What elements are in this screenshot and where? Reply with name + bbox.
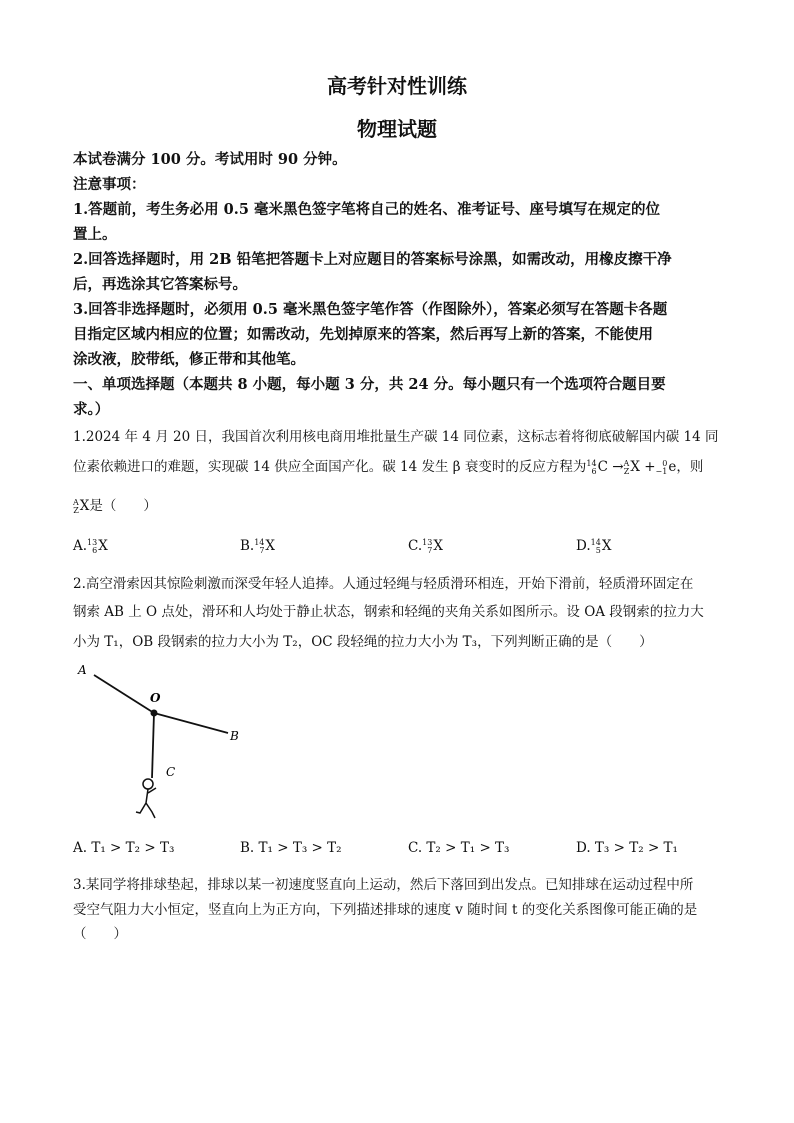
q2-line2: 钢索 AB 上 O 点处，滑环和人均处于静止状态，钢索和轻绳的夹角关系如图所示。设 OA 段钢索的拉力大 (73, 604, 704, 620)
label-o: O (150, 691, 161, 705)
score-line: 本试卷满分 100 分。考试用时 90 分钟。 (73, 151, 347, 168)
q1-line2-tail: ，则 (676, 459, 704, 475)
q3-line3: （ ） (73, 926, 127, 942)
rope-oc (152, 713, 154, 778)
q1-line1: 1.2024 年 4 月 20 日，我国首次利用核电商用堆批量生产碳 14 同位素，这标志着将彻底破解国内碳 14 同 (73, 429, 719, 445)
notice-item-3c: 涂改液，胶带纸，修正带和其他笔。 (73, 351, 305, 368)
q1-option-a[interactable]: A. 13 6 X (73, 537, 108, 555)
section-heading-b: 求。） (73, 401, 110, 418)
person-body (136, 788, 156, 818)
section-heading-a: 一、单项选择题（本题共 8 小题，每小题 3 分，共 24 分。每小题只有一个选项符合题目要 (73, 376, 666, 393)
label-b: B (230, 729, 239, 743)
q1-equation: 14 6 C → A Z X + 0 −1 e (586, 458, 677, 476)
label-c: C (166, 765, 176, 779)
q2-line1: 2.高空滑索因其惊险刺激而深受年轻人追捧。人通过轻绳与轻质滑环相连，开始下滑前，轻质滑环固定在 (73, 576, 694, 592)
notice-item-3b: 目指定区域内相应的位置；如需改动，先划掉原来的答案，然后再写上新的答案，不能使用 (73, 326, 653, 343)
q2-option-c[interactable]: C. T₂ > T₁ > T₃ (408, 840, 510, 856)
cable-ob (154, 713, 228, 733)
notice-item-1a: 1.答题前，考生务必用 0.5 毫米黑色签字笔将自己的姓名、准考证号、座号填写在规定的位 (73, 201, 660, 218)
q2-option-d[interactable]: D. T₃ > T₂ > T₁ (576, 840, 678, 856)
q3-line1: 3.某同学将排球垫起，排球以某一初速度竖直向上运动，然后下落回到出发点。已知排球在运动过程中所 (73, 877, 694, 893)
q1-option-d[interactable]: D. 14 5 X (576, 537, 612, 555)
q1-line3-text: 是（ ） (89, 498, 157, 514)
q1-line3 (73, 494, 723, 515)
notice-title: 注意事项： (73, 176, 146, 193)
notice-item-1b: 置上。 (73, 226, 117, 243)
q1-line2-text: 位素依赖进口的难题，实现碳 14 供应全面国产化。碳 14 发生 β 衰变时的反应方程为 (73, 459, 587, 475)
person-head (143, 779, 153, 789)
q1-line2 (73, 455, 723, 476)
zipline-figure (70, 660, 260, 830)
q1-option-b[interactable]: B. 14 7 X (240, 537, 276, 555)
exam-subtitle: 物理试题 (357, 117, 437, 141)
label-a: A (78, 663, 87, 677)
exam-title: 高考针对性训练 (327, 74, 467, 98)
notice-item-3a: 3.回答非选择题时，必须用 0.5 毫米黑色签字笔作答（作图除外），答案必须写在答题卡各题 (73, 301, 668, 318)
q2-option-b[interactable]: B. T₁ > T₃ > T₂ (240, 840, 342, 856)
q2-line3: 小为 T₁，OB 段钢索的拉力大小为 T₂，OC 段轻绳的拉力大小为 T₃，下列判断正确的是（ ） (73, 634, 653, 650)
q3-line2: 受空气阻力大小恒定，竖直向上为正方向，下列描述排球的速度 v 随时间 t 的变化关系图像可能正确的是 (73, 902, 698, 918)
notice-item-2a: 2.回答选择题时，用 2B 铅笔把答题卡上对应题目的答案标号涂黑，如需改动，用橡皮擦干净 (73, 251, 672, 268)
q1-nuclide: A Z X (73, 497, 90, 515)
q1-option-c[interactable]: C. 13 7 X (408, 537, 443, 555)
cable-oa (94, 675, 154, 713)
notice-item-2b: 后，再选涂其它答案标号。 (73, 276, 247, 293)
q2-option-a[interactable]: A. T₁ > T₂ > T₃ (73, 840, 175, 856)
pulley-ring (151, 710, 158, 717)
